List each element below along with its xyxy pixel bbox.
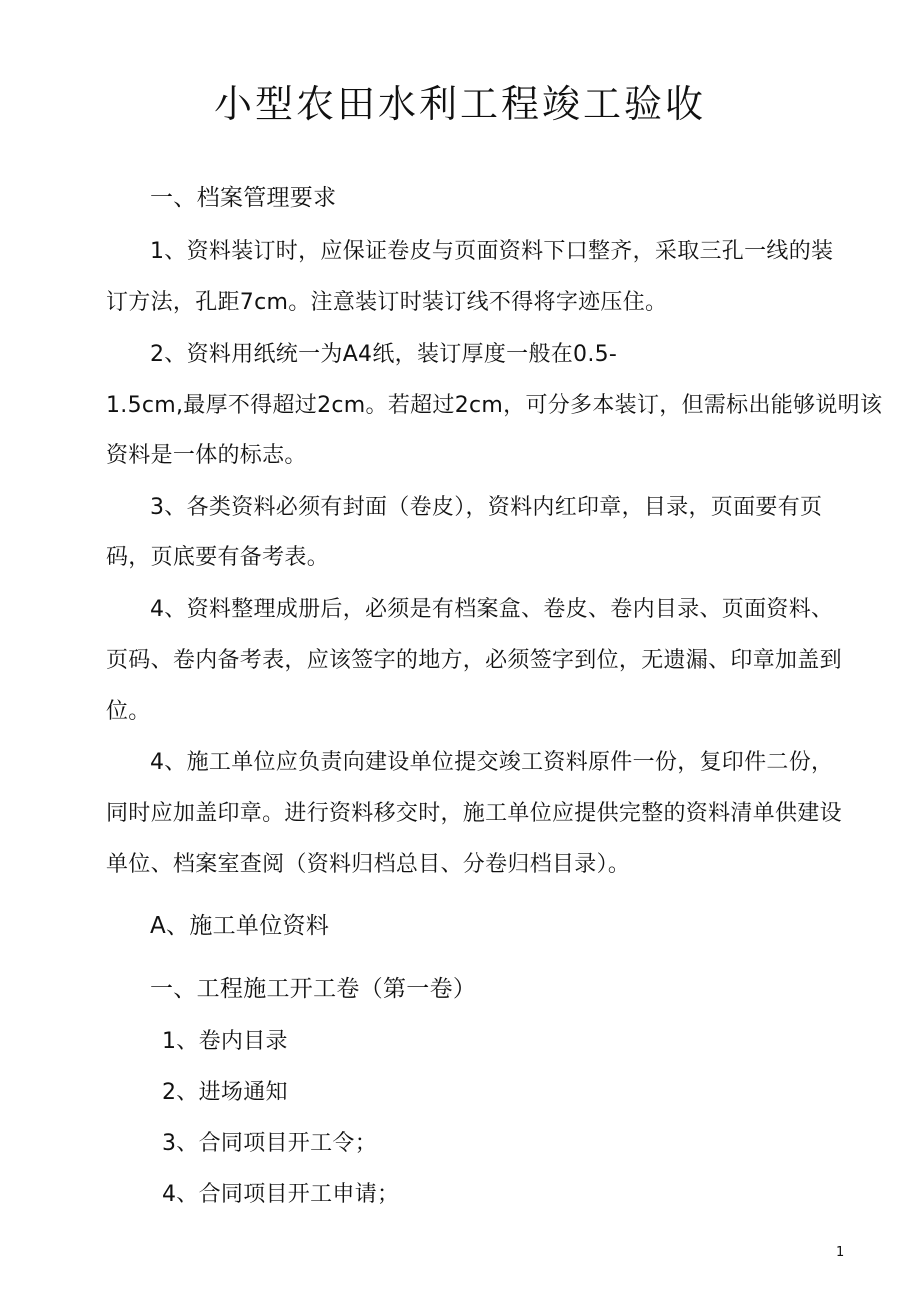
- paragraph-line: 码，页底要有备考表。: [106, 545, 330, 570]
- paragraph-line: 1、资料装订时，应保证卷皮与页面资料下口整齐，采取三孔一线的装: [150, 239, 834, 264]
- paragraph-line: 页码、卷内备考表，应该签字的地方，必须签字到位，无遗漏、印章加盖到: [106, 648, 842, 673]
- paragraph-line: 4、资料整理成册后，必须是有档案盒、卷皮、卷内目录、页面资料、: [150, 597, 834, 622]
- section-heading-archive: 一、档案管理要求: [150, 185, 337, 211]
- paragraph-line: 1.5cm,最厚不得超过2cm。若超过2cm，可分多本装订，但需标出能够说明该: [106, 393, 883, 418]
- section-heading-construction-unit: A、施工单位资料: [150, 913, 330, 939]
- paragraph-line: 资料是一体的标志。: [106, 443, 307, 468]
- list-item: 2、进场通知: [162, 1080, 288, 1105]
- document-title: 小型农田水利工程竣工验收: [213, 82, 706, 126]
- paragraph-line: 位。: [106, 699, 151, 724]
- subsection-heading-volume-one: 一、工程施工开工卷（第一卷）: [150, 976, 477, 1002]
- paragraph-line: 订方法，孔距7cm。注意装订时装订线不得将字迹压住。: [106, 290, 668, 315]
- paragraph-line: 2、资料用纸统一为A4纸，装订厚度一般在0.5-: [150, 342, 618, 367]
- list-item: 3、合同项目开工令；: [162, 1131, 377, 1156]
- paragraph-line: 单位、档案室查阅（资料归档总目、分卷归档目录）。: [106, 852, 631, 877]
- list-item: 1、卷内目录: [162, 1029, 288, 1054]
- paragraph-line: 4、施工单位应负责向建设单位提交竣工资料原件一份，复印件二份，: [150, 750, 834, 775]
- page-number: 1: [836, 1245, 845, 1260]
- paragraph-line: 同时应加盖印章。进行资料移交时，施工单位应提供完整的资料清单供建设: [106, 801, 842, 826]
- paragraph-line: 3、各类资料必须有封面（卷皮），资料内红印章，目录，页面要有页: [150, 495, 823, 520]
- list-item: 4、合同项目开工申请；: [162, 1182, 400, 1207]
